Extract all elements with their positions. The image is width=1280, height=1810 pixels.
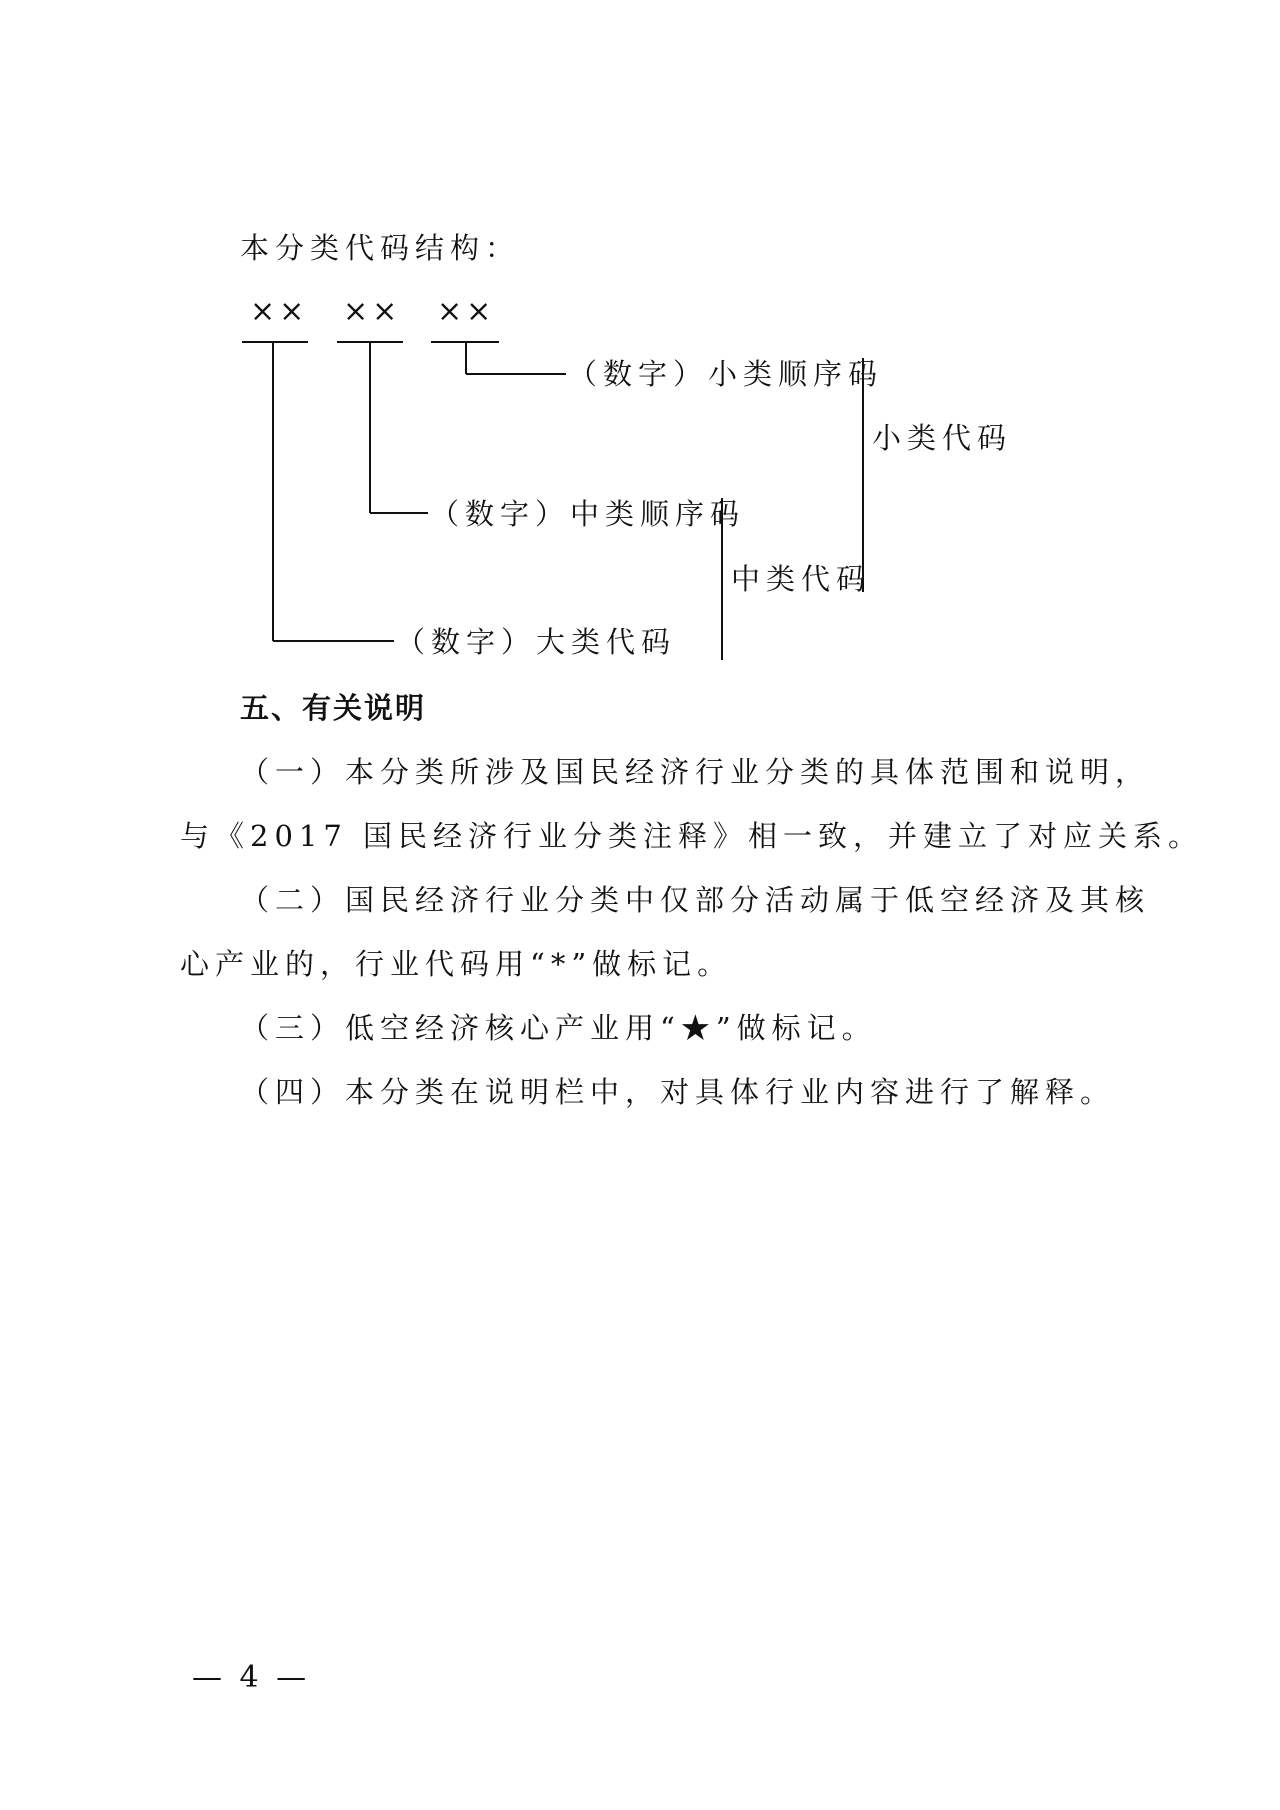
- paragraph-2-line-2: 心产业的，行业代码用“*”做标记。: [180, 947, 733, 981]
- page-number: — 4 —: [192, 1660, 311, 1695]
- mid-code-label: 中类代码: [731, 562, 872, 596]
- code-structure-title: 本分类代码结构：: [240, 231, 521, 265]
- paragraph-1-line-2: 与《2017 国民经济行业分类注释》相一致，并建立了对应关系。: [180, 819, 1204, 853]
- small-code-mark: ××: [437, 294, 496, 329]
- small-code-label: 小类代码: [872, 421, 1013, 455]
- major-code-label: （数字）大类代码: [396, 625, 677, 659]
- section-heading: 五、有关说明: [240, 691, 427, 725]
- paragraph-4: （四）本分类在说明栏中，对具体行业内容进行了解释。: [240, 1075, 1116, 1109]
- small-seq-label: （数字）小类顺序码: [568, 357, 884, 391]
- mid-code-mark: ××: [343, 294, 402, 329]
- paragraph-1-line-1: （一）本分类所涉及国民经济行业分类的具体范围和说明，: [240, 755, 1151, 789]
- paragraph-3: （三）低空经济核心产业用“★”做标记。: [240, 1011, 877, 1045]
- paragraph-2-line-1: （二）国民经济行业分类中仅部分活动属于低空经济及其核: [240, 883, 1151, 917]
- major-code-mark: ××: [250, 294, 309, 329]
- mid-seq-label: （数字）中类顺序码: [430, 497, 746, 531]
